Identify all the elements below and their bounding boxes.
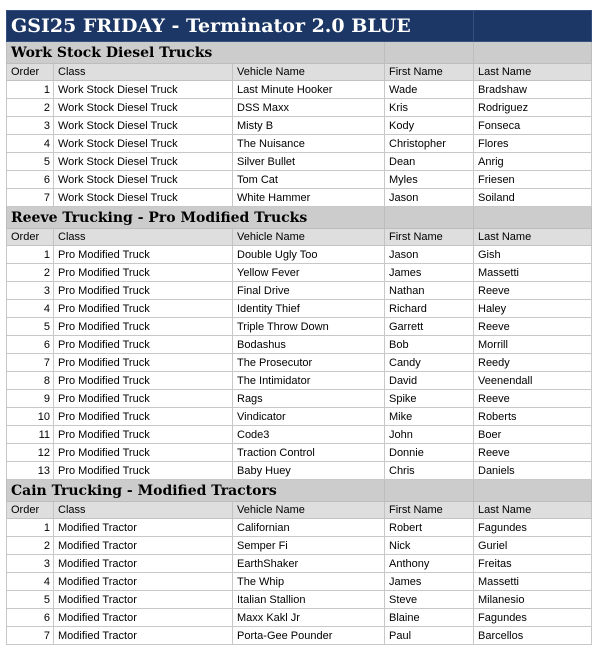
cell-order: 4 (7, 135, 54, 153)
cell-last-name: Rodriguez (474, 99, 592, 117)
column-header-order: Order (7, 229, 54, 246)
cell-first-name: Chris (385, 462, 474, 480)
table-row (7, 171, 592, 189)
cell-first-name: Paul (385, 627, 474, 645)
table-row (7, 519, 592, 537)
cell-first-name: Mike (385, 408, 474, 426)
cell-last-name: Flores (474, 135, 592, 153)
cell-last-name: Gish (474, 246, 592, 264)
cell-class: Work Stock Diesel Truck (54, 153, 233, 171)
cell-first-name: Myles (385, 171, 474, 189)
cell-order: 6 (7, 609, 54, 627)
cell-first-name: Nathan (385, 282, 474, 300)
section-title: Reeve Trucking - Pro Modified Trucks (7, 207, 385, 229)
cell-class: Work Stock Diesel Truck (54, 171, 233, 189)
cell-class: Pro Modified Truck (54, 372, 233, 390)
cell-vehicle-name: Baby Huey (233, 462, 385, 480)
cell-last-name: Veenendall (474, 372, 592, 390)
cell-class: Pro Modified Truck (54, 390, 233, 408)
cell-last-name: Fonseca (474, 117, 592, 135)
cell-vehicle-name: Final Drive (233, 282, 385, 300)
cell-order: 4 (7, 300, 54, 318)
sheet-title: GSI25 FRIDAY - Terminator 2.0 BLUE (7, 11, 474, 42)
cell-first-name: Dean (385, 153, 474, 171)
cell-vehicle-name: Last Minute Hooker (233, 81, 385, 99)
cell-first-name: Garrett (385, 318, 474, 336)
column-header-order: Order (7, 502, 54, 519)
cell-class: Modified Tractor (54, 591, 233, 609)
cell-order: 10 (7, 408, 54, 426)
table-row (7, 372, 592, 390)
cell-vehicle-name: Yellow Fever (233, 264, 385, 282)
cell-vehicle-name: Californian (233, 519, 385, 537)
cell-first-name: Wade (385, 81, 474, 99)
cell-class: Modified Tractor (54, 609, 233, 627)
cell-order: 7 (7, 189, 54, 207)
table-row (7, 189, 592, 207)
table-row (7, 264, 592, 282)
table-row (7, 627, 592, 645)
cell-first-name: James (385, 573, 474, 591)
cell-first-name: Candy (385, 354, 474, 372)
cell-class: Pro Modified Truck (54, 282, 233, 300)
column-header-row (7, 64, 592, 81)
column-header-class: Class (54, 502, 233, 519)
cell-class: Work Stock Diesel Truck (54, 99, 233, 117)
cell-class: Work Stock Diesel Truck (54, 117, 233, 135)
lineup-sheet (6, 10, 592, 645)
cell-last-name: Guriel (474, 537, 592, 555)
cell-vehicle-name: Tom Cat (233, 171, 385, 189)
column-header-vehicle-name: Vehicle Name (233, 502, 385, 519)
column-header-last-name: Last Name (474, 229, 592, 246)
cell-order: 3 (7, 555, 54, 573)
cell-first-name: Christopher (385, 135, 474, 153)
cell-class: Pro Modified Truck (54, 408, 233, 426)
section-title: Work Stock Diesel Trucks (7, 42, 385, 64)
cell-class: Modified Tractor (54, 627, 233, 645)
cell-first-name: Jason (385, 189, 474, 207)
cell-first-name: Anthony (385, 555, 474, 573)
cell-vehicle-name: White Hammer (233, 189, 385, 207)
cell-order: 7 (7, 627, 54, 645)
cell-class: Modified Tractor (54, 555, 233, 573)
table-row (7, 609, 592, 627)
cell-vehicle-name: Code3 (233, 426, 385, 444)
column-header-first-name: First Name (385, 229, 474, 246)
cell-last-name: Reedy (474, 354, 592, 372)
cell-order: 6 (7, 336, 54, 354)
column-header-first-name: First Name (385, 64, 474, 81)
cell-vehicle-name: Italian Stallion (233, 591, 385, 609)
cell-class: Modified Tractor (54, 519, 233, 537)
cell-vehicle-name: Vindicator (233, 408, 385, 426)
cell-first-name: Jason (385, 246, 474, 264)
cell-last-name: Daniels (474, 462, 592, 480)
cell-last-name: Reeve (474, 444, 592, 462)
section-title: Cain Trucking - Modified Tractors (7, 480, 385, 502)
cell-vehicle-name: DSS Maxx (233, 99, 385, 117)
cell-last-name: Reeve (474, 282, 592, 300)
cell-first-name: David (385, 372, 474, 390)
cell-last-name: Massetti (474, 573, 592, 591)
section-empty-cell (385, 480, 474, 502)
cell-last-name: Anrig (474, 153, 592, 171)
cell-class: Pro Modified Truck (54, 426, 233, 444)
section-empty-cell (385, 207, 474, 229)
section-empty-cell (474, 207, 592, 229)
column-header-class: Class (54, 64, 233, 81)
cell-vehicle-name: Triple Throw Down (233, 318, 385, 336)
table-row (7, 99, 592, 117)
cell-first-name: Robert (385, 519, 474, 537)
table-row (7, 300, 592, 318)
cell-vehicle-name: The Intimidator (233, 372, 385, 390)
cell-last-name: Freitas (474, 555, 592, 573)
cell-vehicle-name: Maxx Kakl Jr (233, 609, 385, 627)
cell-order: 1 (7, 246, 54, 264)
section-empty-cell (385, 42, 474, 64)
cell-first-name: John (385, 426, 474, 444)
cell-vehicle-name: The Whip (233, 573, 385, 591)
cell-class: Pro Modified Truck (54, 300, 233, 318)
cell-last-name: Massetti (474, 264, 592, 282)
cell-first-name: Bob (385, 336, 474, 354)
cell-first-name: Spike (385, 390, 474, 408)
cell-class: Pro Modified Truck (54, 264, 233, 282)
cell-class: Pro Modified Truck (54, 354, 233, 372)
cell-last-name: Reeve (474, 318, 592, 336)
table-row (7, 573, 592, 591)
cell-last-name: Fagundes (474, 609, 592, 627)
cell-first-name: Nick (385, 537, 474, 555)
cell-last-name: Soiland (474, 189, 592, 207)
cell-last-name: Boer (474, 426, 592, 444)
cell-order: 13 (7, 462, 54, 480)
cell-last-name: Morrill (474, 336, 592, 354)
cell-first-name: Kris (385, 99, 474, 117)
cell-last-name: Friesen (474, 171, 592, 189)
cell-order: 11 (7, 426, 54, 444)
cell-order: 8 (7, 372, 54, 390)
column-header-order: Order (7, 64, 54, 81)
cell-last-name: Haley (474, 300, 592, 318)
cell-order: 3 (7, 117, 54, 135)
table-row (7, 318, 592, 336)
cell-vehicle-name: EarthShaker (233, 555, 385, 573)
column-header-first-name: First Name (385, 502, 474, 519)
column-header-row (7, 229, 592, 246)
cell-order: 9 (7, 390, 54, 408)
table-row (7, 462, 592, 480)
cell-first-name: James (385, 264, 474, 282)
cell-order: 12 (7, 444, 54, 462)
cell-order: 7 (7, 354, 54, 372)
sheet-body (7, 11, 592, 645)
cell-vehicle-name: Semper Fi (233, 537, 385, 555)
title-row (7, 11, 592, 42)
cell-first-name: Kody (385, 117, 474, 135)
cell-class: Pro Modified Truck (54, 318, 233, 336)
cell-last-name: Barcellos (474, 627, 592, 645)
cell-order: 5 (7, 591, 54, 609)
column-header-row (7, 502, 592, 519)
cell-first-name: Donnie (385, 444, 474, 462)
cell-class: Pro Modified Truck (54, 246, 233, 264)
cell-class: Pro Modified Truck (54, 336, 233, 354)
cell-order: 3 (7, 282, 54, 300)
table-row (7, 81, 592, 99)
cell-last-name: Reeve (474, 390, 592, 408)
cell-first-name: Steve (385, 591, 474, 609)
cell-vehicle-name: Silver Bullet (233, 153, 385, 171)
cell-order: 2 (7, 99, 54, 117)
cell-order: 4 (7, 573, 54, 591)
table-row (7, 591, 592, 609)
cell-vehicle-name: Identity Thief (233, 300, 385, 318)
table-row (7, 135, 592, 153)
cell-order: 2 (7, 537, 54, 555)
table-row (7, 282, 592, 300)
cell-order: 6 (7, 171, 54, 189)
table-row (7, 408, 592, 426)
column-header-last-name: Last Name (474, 64, 592, 81)
column-header-vehicle-name: Vehicle Name (233, 64, 385, 81)
cell-class: Modified Tractor (54, 573, 233, 591)
section-empty-cell (474, 480, 592, 502)
section-empty-cell (474, 42, 592, 64)
cell-order: 5 (7, 153, 54, 171)
cell-vehicle-name: The Prosecutor (233, 354, 385, 372)
cell-last-name: Roberts (474, 408, 592, 426)
title-empty-cell (474, 11, 592, 42)
cell-vehicle-name: Traction Control (233, 444, 385, 462)
cell-vehicle-name: Misty B (233, 117, 385, 135)
cell-order: 1 (7, 519, 54, 537)
table-row (7, 336, 592, 354)
table-row (7, 390, 592, 408)
cell-vehicle-name: Porta-Gee Pounder (233, 627, 385, 645)
cell-class: Pro Modified Truck (54, 444, 233, 462)
cell-last-name: Bradshaw (474, 81, 592, 99)
cell-last-name: Fagundes (474, 519, 592, 537)
cell-class: Work Stock Diesel Truck (54, 135, 233, 153)
table-row (7, 426, 592, 444)
table-row (7, 117, 592, 135)
cell-class: Modified Tractor (54, 537, 233, 555)
cell-order: 2 (7, 264, 54, 282)
cell-class: Work Stock Diesel Truck (54, 189, 233, 207)
cell-order: 5 (7, 318, 54, 336)
column-header-class: Class (54, 229, 233, 246)
cell-class: Work Stock Diesel Truck (54, 81, 233, 99)
cell-last-name: Milanesio (474, 591, 592, 609)
table-row (7, 444, 592, 462)
cell-vehicle-name: The Nuisance (233, 135, 385, 153)
section-heading-row (7, 42, 592, 64)
table-row (7, 246, 592, 264)
table-row (7, 354, 592, 372)
table-row (7, 153, 592, 171)
table-row (7, 555, 592, 573)
column-header-vehicle-name: Vehicle Name (233, 229, 385, 246)
table-row (7, 537, 592, 555)
section-heading-row (7, 207, 592, 229)
cell-first-name: Richard (385, 300, 474, 318)
cell-vehicle-name: Bodashus (233, 336, 385, 354)
section-heading-row (7, 480, 592, 502)
cell-vehicle-name: Rags (233, 390, 385, 408)
cell-class: Pro Modified Truck (54, 462, 233, 480)
cell-order: 1 (7, 81, 54, 99)
cell-vehicle-name: Double Ugly Too (233, 246, 385, 264)
cell-first-name: Blaine (385, 609, 474, 627)
column-header-last-name: Last Name (474, 502, 592, 519)
